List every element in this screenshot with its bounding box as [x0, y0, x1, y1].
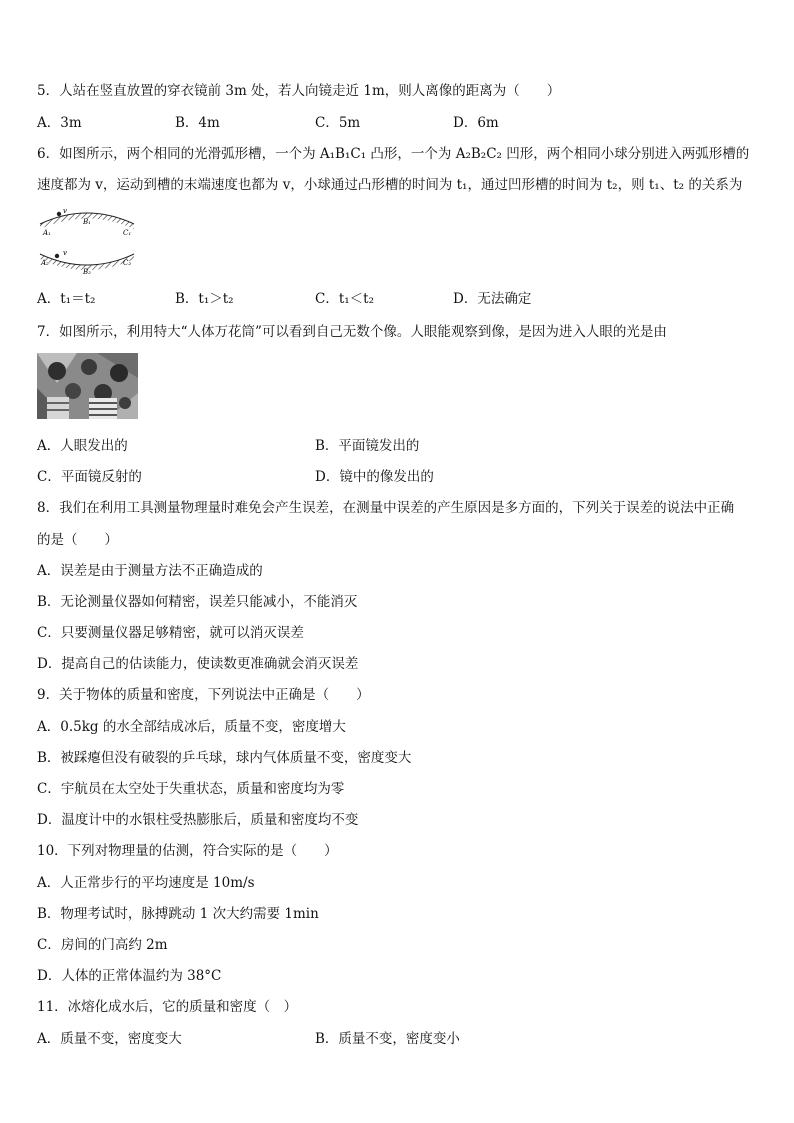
label-v-top: v [63, 207, 67, 215]
label-a2: A₂ [41, 259, 49, 267]
question-10-option-a: A．人正常步行的平均速度是 10m/s [37, 875, 255, 891]
question-8-option-a: A．误差是由于测量方法不正确造成的 [37, 563, 263, 579]
question-5-option-a: A．3m [37, 115, 82, 131]
question-7-stem: 7．如图所示，利用特大“人体万花筒”可以看到自己无数个像。人眼能观察到像，是因为进入人眼的光是由 [37, 324, 667, 340]
question-11-option-b: B．质量不变，密度变小 [315, 1031, 460, 1047]
question-5-option-b: B．4m [175, 115, 220, 131]
question-6-stem-line-1: 6．如图所示，两个相同的光滑弧形槽，一个为 A₁B₁C₁ 凸形，一个为 A₂B₂C₂ 凹形，两个相同小球分别进入两弧形槽的 [37, 146, 750, 162]
question-6-option-d: D．无法确定 [453, 291, 532, 307]
label-b2: B₂ [83, 268, 91, 276]
question-9-option-b: B．被踩瘪但没有破裂的乒乓球，球内气体质量不变，密度变大 [37, 750, 412, 766]
question-5-option-d: D．6m [453, 115, 499, 131]
label-a1: A₁ [43, 229, 51, 237]
ball-bottom [55, 254, 59, 258]
question-7-option-a: A．人眼发出的 [37, 438, 128, 454]
question-10-option-c: C．房间的门高约 2m [37, 937, 168, 953]
question-6-stem-line-2: 速度都为 v，运动到槽的末端速度也都为 v，小球通过凸形槽的时间为 t₁，通过凹形槽的时间为 t₂，则 t₁、t₂ 的关系为 [37, 177, 743, 193]
question-6-option-c: C．t₁＜t₂ [315, 291, 375, 307]
arc-groove-figure [37, 206, 137, 276]
question-9-option-c: C．宇航员在太空处于失重状态，质量和密度均为零 [37, 781, 345, 797]
question-9-option-d: D．温度计中的水银柱受热膨胀后，质量和密度均不变 [37, 812, 359, 828]
question-9-option-a: A．0.5kg 的水全部结成冰后，质量不变，密度增大 [37, 719, 346, 735]
question-6-option-a: A．t₁＝t₂ [37, 291, 96, 307]
question-11-option-a: A．质量不变，密度变大 [37, 1031, 182, 1047]
question-8-option-d: D．提高自己的估读能力，使读数更准确就会消灭误差 [37, 656, 359, 672]
question-7-option-c: C．平面镜反射的 [37, 469, 142, 485]
question-8-stem-line-1: 8．我们在利用工具测量物理量时难免会产生误差，在测量中误差的产生原因是多方面的，下列关于误差的说法中正确 [37, 500, 735, 516]
question-10-stem: 10．下列对物理量的估测，符合实际的是（ ） [37, 843, 338, 859]
question-10-option-d: D．人体的正常体温约为 38°C [37, 968, 222, 984]
question-5-stem: 5．人站在竖直放置的穿衣镜前 3m 处，若人向镜走近 1m，则人离像的距离为（ ） [37, 83, 561, 99]
question-10-option-b: B．物理考试时，脉搏跳动 1 次大约需要 1min [37, 906, 319, 922]
question-6-option-b: B．t₁＞t₂ [175, 291, 234, 307]
question-11-stem: 11．冰熔化成水后，它的质量和密度（ ） [37, 999, 298, 1015]
label-c1: C₁ [123, 229, 132, 237]
question-7-option-d: D．镜中的像发出的 [315, 469, 434, 485]
question-8-option-b: B．无论测量仪器如何精密，误差只能减小，不能消灭 [37, 594, 358, 610]
kaleidoscope-photo [37, 353, 138, 419]
question-8-stem-line-2: 的是（ ） [37, 532, 118, 548]
question-5-option-c: C．5m [315, 115, 361, 131]
label-v-bottom: v [63, 249, 67, 257]
question-9-stem: 9．关于物体的质量和密度，下列说法中正确是（ ） [37, 687, 370, 703]
question-7-option-b: B．平面镜发出的 [315, 438, 420, 454]
ball-top [57, 212, 61, 216]
question-8-option-c: C．只要测量仪器足够精密，就可以消灭误差 [37, 625, 304, 641]
label-c2: C₂ [123, 259, 132, 267]
label-b1: B₁ [83, 218, 91, 226]
